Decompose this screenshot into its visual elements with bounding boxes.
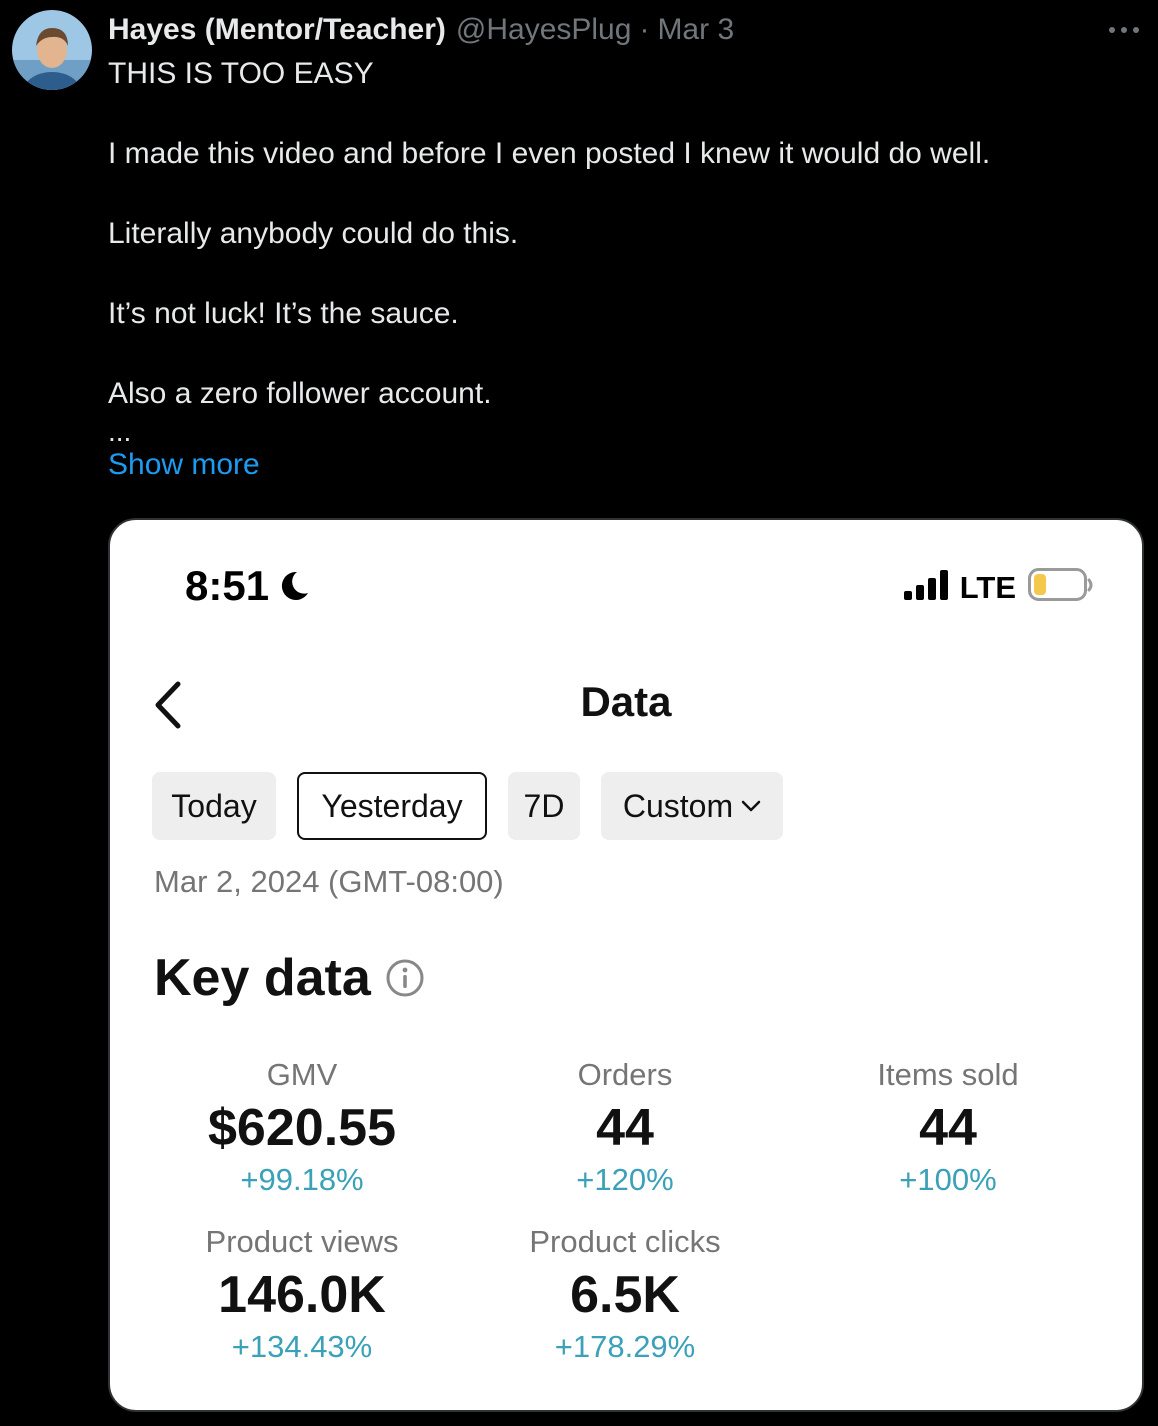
key-data-heading: [154, 948, 425, 1008]
metric-change: +134.43%: [231, 1329, 373, 1364]
tab-custom[interactable]: [601, 772, 783, 840]
post-line: Also a zero follower account.: [108, 377, 492, 410]
tab-label: Yesterday: [321, 787, 463, 824]
metric-change: +178.29%: [554, 1329, 696, 1364]
network-label: LTE: [959, 569, 1016, 605]
post-date[interactable]: Mar 3: [657, 13, 735, 46]
metric-label: Product views: [205, 1224, 399, 1259]
post-line: Literally anybody could do this.: [108, 217, 519, 250]
metric-label: Orders: [577, 1057, 673, 1092]
metric-label: GMV: [266, 1057, 338, 1092]
key-data-title: Key data: [154, 949, 371, 1007]
signal-icon: [904, 570, 950, 605]
author-handle[interactable]: @HayesPlug: [455, 13, 632, 46]
tab-label: Today: [171, 787, 257, 824]
tab-yesterday[interactable]: [297, 772, 487, 840]
status-bar-time: [185, 562, 311, 610]
screen-title: Data: [580, 678, 672, 725]
metric-change: +120%: [576, 1162, 674, 1197]
metric-value: 44: [596, 1099, 654, 1157]
avatar[interactable]: [12, 10, 92, 90]
post-header: [108, 10, 734, 50]
post-line: THIS IS TOO EASY: [108, 57, 374, 90]
date-range: Mar 2, 2024 (GMT-08:00): [154, 864, 504, 899]
metric-label: Items sold: [877, 1057, 1019, 1092]
metric-gmv: [142, 1056, 462, 1200]
status-bar-right: [904, 568, 1094, 607]
post-ellipsis: ...: [108, 416, 132, 447]
tab-7d[interactable]: [508, 772, 580, 840]
meta-separator: ·: [639, 13, 650, 46]
metric-value: 146.0K: [218, 1266, 386, 1324]
author-name[interactable]: Hayes (Mentor/Teacher): [108, 13, 446, 46]
metric-orders: [465, 1056, 785, 1200]
post-text: [108, 55, 1128, 485]
metric-label: Product clicks: [529, 1224, 721, 1259]
post-line: It’s not luck! It’s the sauce.: [108, 297, 459, 330]
metric-items-sold: [788, 1056, 1108, 1200]
chevron-down-icon: [741, 799, 761, 813]
tab-label: Custom: [622, 787, 734, 824]
metric-value: 6.5K: [570, 1266, 680, 1324]
tab-label: 7D: [523, 787, 565, 824]
battery-icon: [1028, 568, 1094, 607]
metric-change: +100%: [899, 1162, 997, 1197]
media-image[interactable]: [108, 518, 1144, 1412]
metric-product-views: [142, 1223, 462, 1367]
metric-value: $620.55: [208, 1099, 396, 1157]
time-text: 8:51: [185, 562, 270, 609]
metric-product-clicks: [465, 1223, 785, 1367]
metric-change: +99.18%: [240, 1162, 364, 1197]
metric-value: 44: [919, 1099, 977, 1157]
moon-icon: [277, 569, 311, 603]
info-icon[interactable]: [385, 958, 425, 998]
more-icon[interactable]: [1108, 14, 1140, 46]
show-more-link[interactable]: Show more: [108, 448, 260, 481]
tab-today[interactable]: [152, 772, 276, 840]
post-line: I made this video and before I even posted I knew it would do well.: [108, 137, 991, 170]
